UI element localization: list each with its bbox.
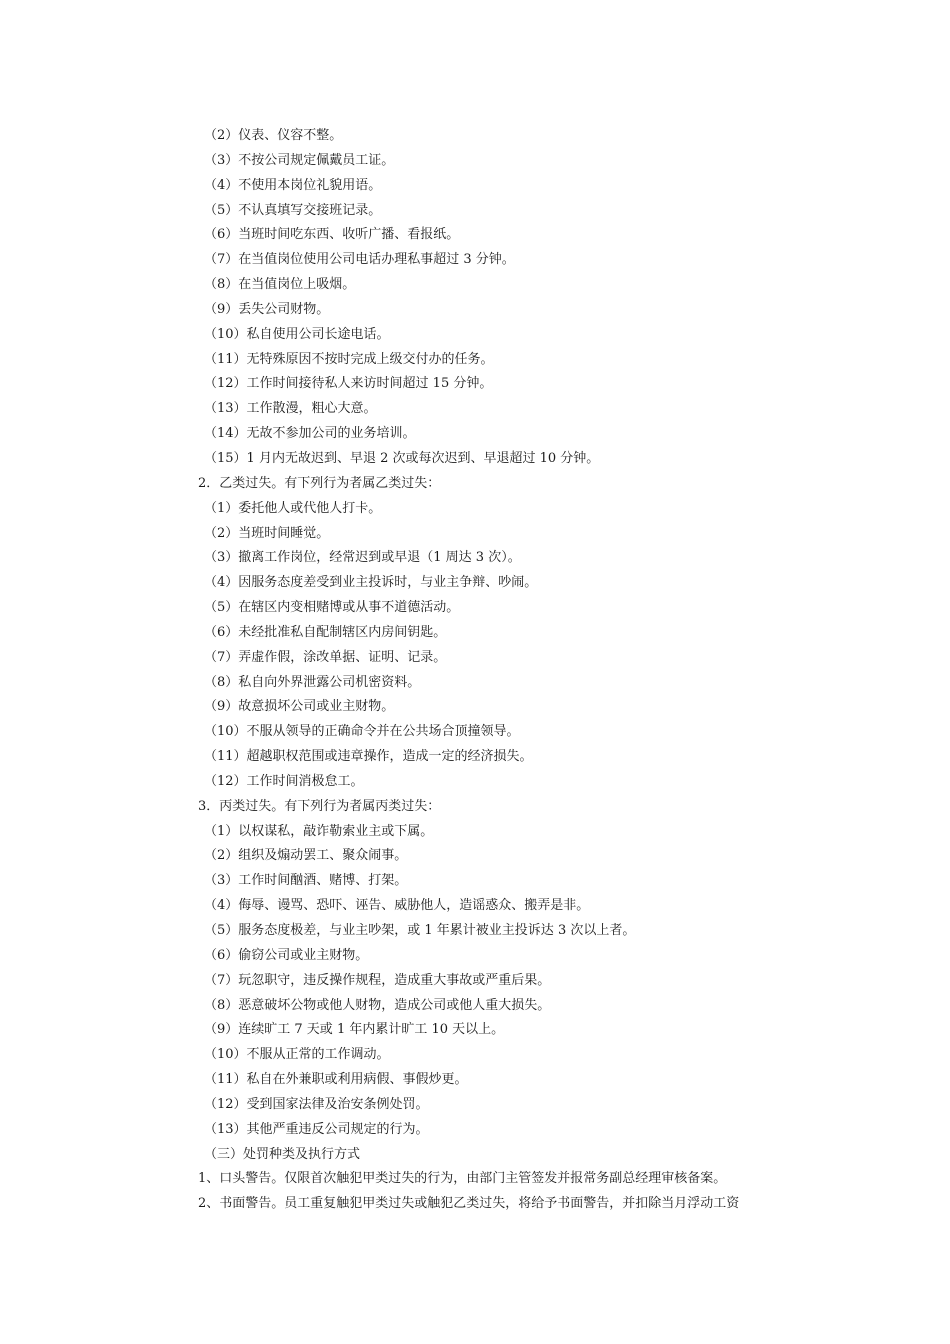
list-item: （10）不服从领导的正确命令并在公共场合顶撞领导。 [204,724,520,740]
list-item: （4）不使用本岗位礼貌用语。 [204,177,382,193]
list-item: （5）在辖区内变相赌博或从事不道德活动。 [204,600,460,616]
list-item: （三）处罚种类及执行方式 [204,1146,361,1162]
list-item: （1）委托他人或代他人打卡。 [204,500,382,516]
list-item: （2）当班时间睡觉。 [204,525,330,541]
list-item: （6）未经批准私自配制辖区内房间钥匙。 [204,624,447,640]
list-item: （6）当班时间吃东西、收听广播、看报纸。 [204,227,460,243]
list-item: （4）因服务态度差受到业主投诉时，与业主争辩、吵闹。 [204,575,538,591]
list-item: （9）丢失公司财物。 [204,301,330,317]
list-item: （9）连续旷工 7 天或 1 年内累计旷工 10 天以上。 [204,1022,505,1038]
list-item: （8）恶意破坏公物或他人财物，造成公司或他人重大损失。 [204,997,551,1013]
list-item: （15）1 月内无故迟到、早退 2 次或每次迟到、早退超过 10 分钟。 [204,450,600,466]
list-item: （13）其他严重违反公司规定的行为。 [204,1121,429,1137]
list-item: （11）私自在外兼职或利用病假、事假炒更。 [204,1072,468,1088]
list-item: （8）在当值岗位上吸烟。 [204,277,356,293]
list-item: （4）侮辱、谩骂、恐吓、诬告、威胁他人，造谣惑众、搬弄是非。 [204,898,590,914]
list-item: （14）无故不参加公司的业务培训。 [204,426,416,442]
list-item: （11）超越职权范围或违章操作，造成一定的经济损失。 [204,749,533,765]
list-item: （8）私自向外界泄露公司机密资料。 [204,674,421,690]
list-item: （11）无特殊原因不按时完成上级交付办的任务。 [204,351,494,367]
list-item: （10）不服从正常的工作调动。 [204,1047,390,1063]
list-item: （9）故意损坏公司或业主财物。 [204,699,395,715]
list-item: （7）在当值岗位使用公司电话办理私事超过 3 分钟。 [204,252,515,268]
list-item: （13）工作散漫，粗心大意。 [204,401,377,417]
list-item: （3）工作时间酗酒、赌博、打架。 [204,873,408,889]
list-item: （1）以权谋私，敲诈勒索业主或下属。 [204,823,434,839]
list-item: （3）不按公司规定佩戴员工证。 [204,152,395,168]
list-item: （12）工作时间消极怠工。 [204,773,364,789]
list-item: （5）服务态度极差，与业主吵架，或 1 年累计被业主投诉达 3 次以上者。 [204,923,636,938]
document-body [198,124,844,1217]
list-item: （3）撤离工作岗位，经常迟到或早退（1 周达 3 次）。 [204,550,521,566]
list-item: （2）仪表、仪容不整。 [204,128,343,143]
list-item: （7）玩忽职守，违反操作规程，造成重大事故或严重后果。 [204,972,551,988]
list-item: （12）受到国家法律及治安条例处罚。 [204,1096,429,1112]
list-item: （12）工作时间接待私人来访时间超过 15 分钟。 [204,376,493,392]
list-item: （6）偷窃公司或业主财物。 [204,947,369,963]
list-item: （7）弄虚作假，涂改单据、证明、记录。 [204,649,447,665]
section-heading: 1、口头警告。仅限首次触犯甲类过失的行为，由部门主管签发并报常务副总经理审核备案。 [198,1171,727,1187]
section-heading: 2．乙类过失。有下列行为者属乙类过失： [198,475,441,491]
list-item: （5）不认真填写交接班记录。 [204,202,382,218]
list-item: （2）组织及煽动罢工、聚众闹事。 [204,848,408,864]
section-heading: 2、书面警告。员工重复触犯甲类过失或触犯乙类过失，将给予书面警告，并扣除当月浮动工资 [198,1196,740,1212]
list-item: （10）私自使用公司长途电话。 [204,326,390,342]
section-heading: 3．丙类过失。有下列行为者属丙类过失： [198,798,441,814]
